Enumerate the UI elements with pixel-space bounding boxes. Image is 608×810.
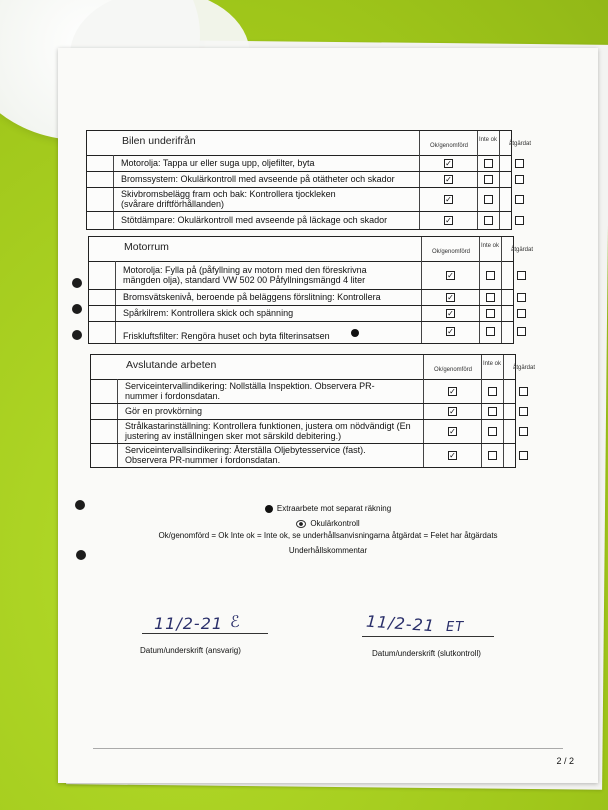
checklist-row [87,211,511,229]
row-text: Motorolja: Fylla på (påfyllning av motorn med den föreskrivna mängden olja), standard VW 502 00 Påfyllningsmängd 4 liter [123,265,367,285]
comment-heading [58,546,598,555]
inte-ok-checkbox[interactable] [486,327,495,336]
handwritten-initials-left: ℰ [230,612,241,631]
row-text: Stötdämpare: Okulärkontroll med avseende på läckage och skador [121,215,388,225]
inte-ok-checkbox[interactable] [486,309,495,318]
checklist-row [87,187,511,212]
col-inte-header: Inte ok [481,243,500,249]
col-inte-header: Inte ok [479,137,498,143]
atgardat-checkbox[interactable] [517,309,526,318]
signature-line-left [142,633,268,634]
ok-checkbox[interactable]: ✓ [449,407,456,416]
section-motorrum [88,236,534,344]
checklist-row [89,261,513,290]
ok-checkbox[interactable]: ✓ [445,195,452,204]
row-text: Serviceintervallindikering: Nollställa Inspektion. Observera PR-nummer i fordonsdatan. [125,381,375,401]
row-text: Serviceintervallsindikering: Återställa Oljebytesservice (fast). Observera PR-nummer i fordonsdatan. [125,445,366,465]
handwritten-date-left: 11/2-21 [154,614,224,633]
section-header [89,237,534,262]
col-atgardat-header: åtgärdat [508,141,532,147]
checklist-row [91,403,515,420]
extra-work-marker-icon [351,329,359,337]
punch-hole [76,550,86,560]
atgardat-checkbox[interactable] [519,387,528,396]
col-ok-header: Ok/genomförd [433,367,473,373]
inte-ok-checkbox[interactable] [486,271,495,280]
col-ok-header: Ok/genomförd [429,143,469,149]
inte-ok-checkbox[interactable] [484,159,493,168]
checklist-row [91,379,515,404]
section-avslutande-arbeten [90,354,536,468]
ok-checkbox[interactable]: ✓ [445,159,452,168]
checklist-row [91,443,515,467]
row-text: Skivbromsbelägg fram och bak: Kontrollera tjockleken (svårare driftförhållanden) [121,189,336,209]
punch-hole [72,330,82,340]
footer-rule [93,748,563,749]
row-text: Motorolja: Tappa ur eller suga upp, oljefilter, byta [121,158,315,168]
ok-checkbox[interactable]: ✓ [449,387,456,396]
ok-checkbox[interactable]: ✓ [447,293,454,302]
row-text: Bromssystem: Okulärkontroll med avseende på otätheter och skador [121,174,395,184]
inte-ok-checkbox[interactable] [488,427,497,436]
service-checklist-page [58,48,598,783]
atgardat-checkbox[interactable] [517,327,526,336]
atgardat-checkbox[interactable] [515,216,524,225]
atgardat-checkbox[interactable] [519,427,528,436]
atgardat-checkbox[interactable] [517,271,526,280]
section-bilen-underifran [86,130,532,230]
atgardat-checkbox[interactable] [515,159,524,168]
checklist-row [91,419,515,444]
section-header [87,131,532,156]
atgardat-checkbox[interactable] [519,451,528,460]
legend-extra-text: Extraarbete mot separat räkning [276,504,392,513]
inte-ok-checkbox[interactable] [488,451,497,460]
ok-checkbox[interactable]: ✓ [445,175,452,184]
ok-checkbox[interactable]: ✓ [447,327,454,336]
legend-okular-text: Okulärkontroll [310,519,360,528]
atgardat-checkbox[interactable] [517,293,526,302]
col-atgardat-header: åtgärdat [510,247,534,253]
signature-line-right [362,636,494,637]
ok-checkbox[interactable]: ✓ [447,271,454,280]
section-title: Bilen underifrån [122,135,196,147]
checklist-row [89,289,513,306]
inte-ok-checkbox[interactable] [484,195,493,204]
col-atgardat-header: åtgärdat [512,365,536,371]
ok-checkbox[interactable]: ✓ [445,216,452,225]
section-title: Motorrum [124,241,169,253]
legend-explanation-text: Ok/genomförd = Ok Inte ok = Inte ok, se underhållsanvisningarna åtgärdat = Felet har åtgärdats [158,531,498,540]
legend-explanation [58,531,598,540]
inte-ok-checkbox[interactable] [488,387,497,396]
legend-extra-work [58,504,598,513]
section-title: Avslutande arbeten [126,359,217,371]
checklist-row [87,155,511,172]
atgardat-checkbox[interactable] [515,195,524,204]
col-inte-header: Inte ok [483,361,502,367]
page-number: 2 / 2 [556,756,574,766]
handwritten-initials-right: ET [446,620,465,635]
inte-ok-checkbox[interactable] [484,175,493,184]
section-header [91,355,536,380]
checklist-row [87,171,511,188]
punch-hole [72,278,82,288]
eye-icon [296,520,306,528]
atgardat-checkbox[interactable] [519,407,528,416]
inte-ok-checkbox[interactable] [488,407,497,416]
row-text: Bromsvätskenivå, beroende på beläggens förslitning: Kontrollera [123,292,381,302]
row-text: Gör en provkörning [125,406,203,416]
checklist-row [89,321,513,343]
legend-okular [58,519,598,528]
row-text: Strålkastarinställning: Kontrollera funktionen, justera om nödvändigt (En justering av inställningen sker mot särskild debitering.) [125,421,411,441]
signature-label-right: Datum/underskrift (slutkontroll) [372,649,481,658]
punch-hole [72,304,82,314]
col-ok-header: Ok/genomförd [431,249,471,255]
checklist-row [89,305,513,322]
ok-checkbox[interactable]: ✓ [449,451,456,460]
inte-ok-checkbox[interactable] [486,293,495,302]
inte-ok-checkbox[interactable] [484,216,493,225]
atgardat-checkbox[interactable] [515,175,524,184]
handwritten-date-right: 11/2-21 [365,611,436,636]
signature-label-left: Datum/underskrift (ansvarig) [140,646,241,655]
comment-heading-text: Underhållskommentar [288,546,368,555]
row-text: Spårkilrem: Kontrollera skick och spänning [123,308,294,318]
row-text: Friskluftsfilter: Rengöra huset och byta filterinsatsen [123,331,330,341]
extra-work-dot-icon [265,505,273,513]
ok-checkbox[interactable]: ✓ [449,427,456,436]
ok-checkbox[interactable]: ✓ [447,309,454,318]
punch-hole [75,500,85,510]
